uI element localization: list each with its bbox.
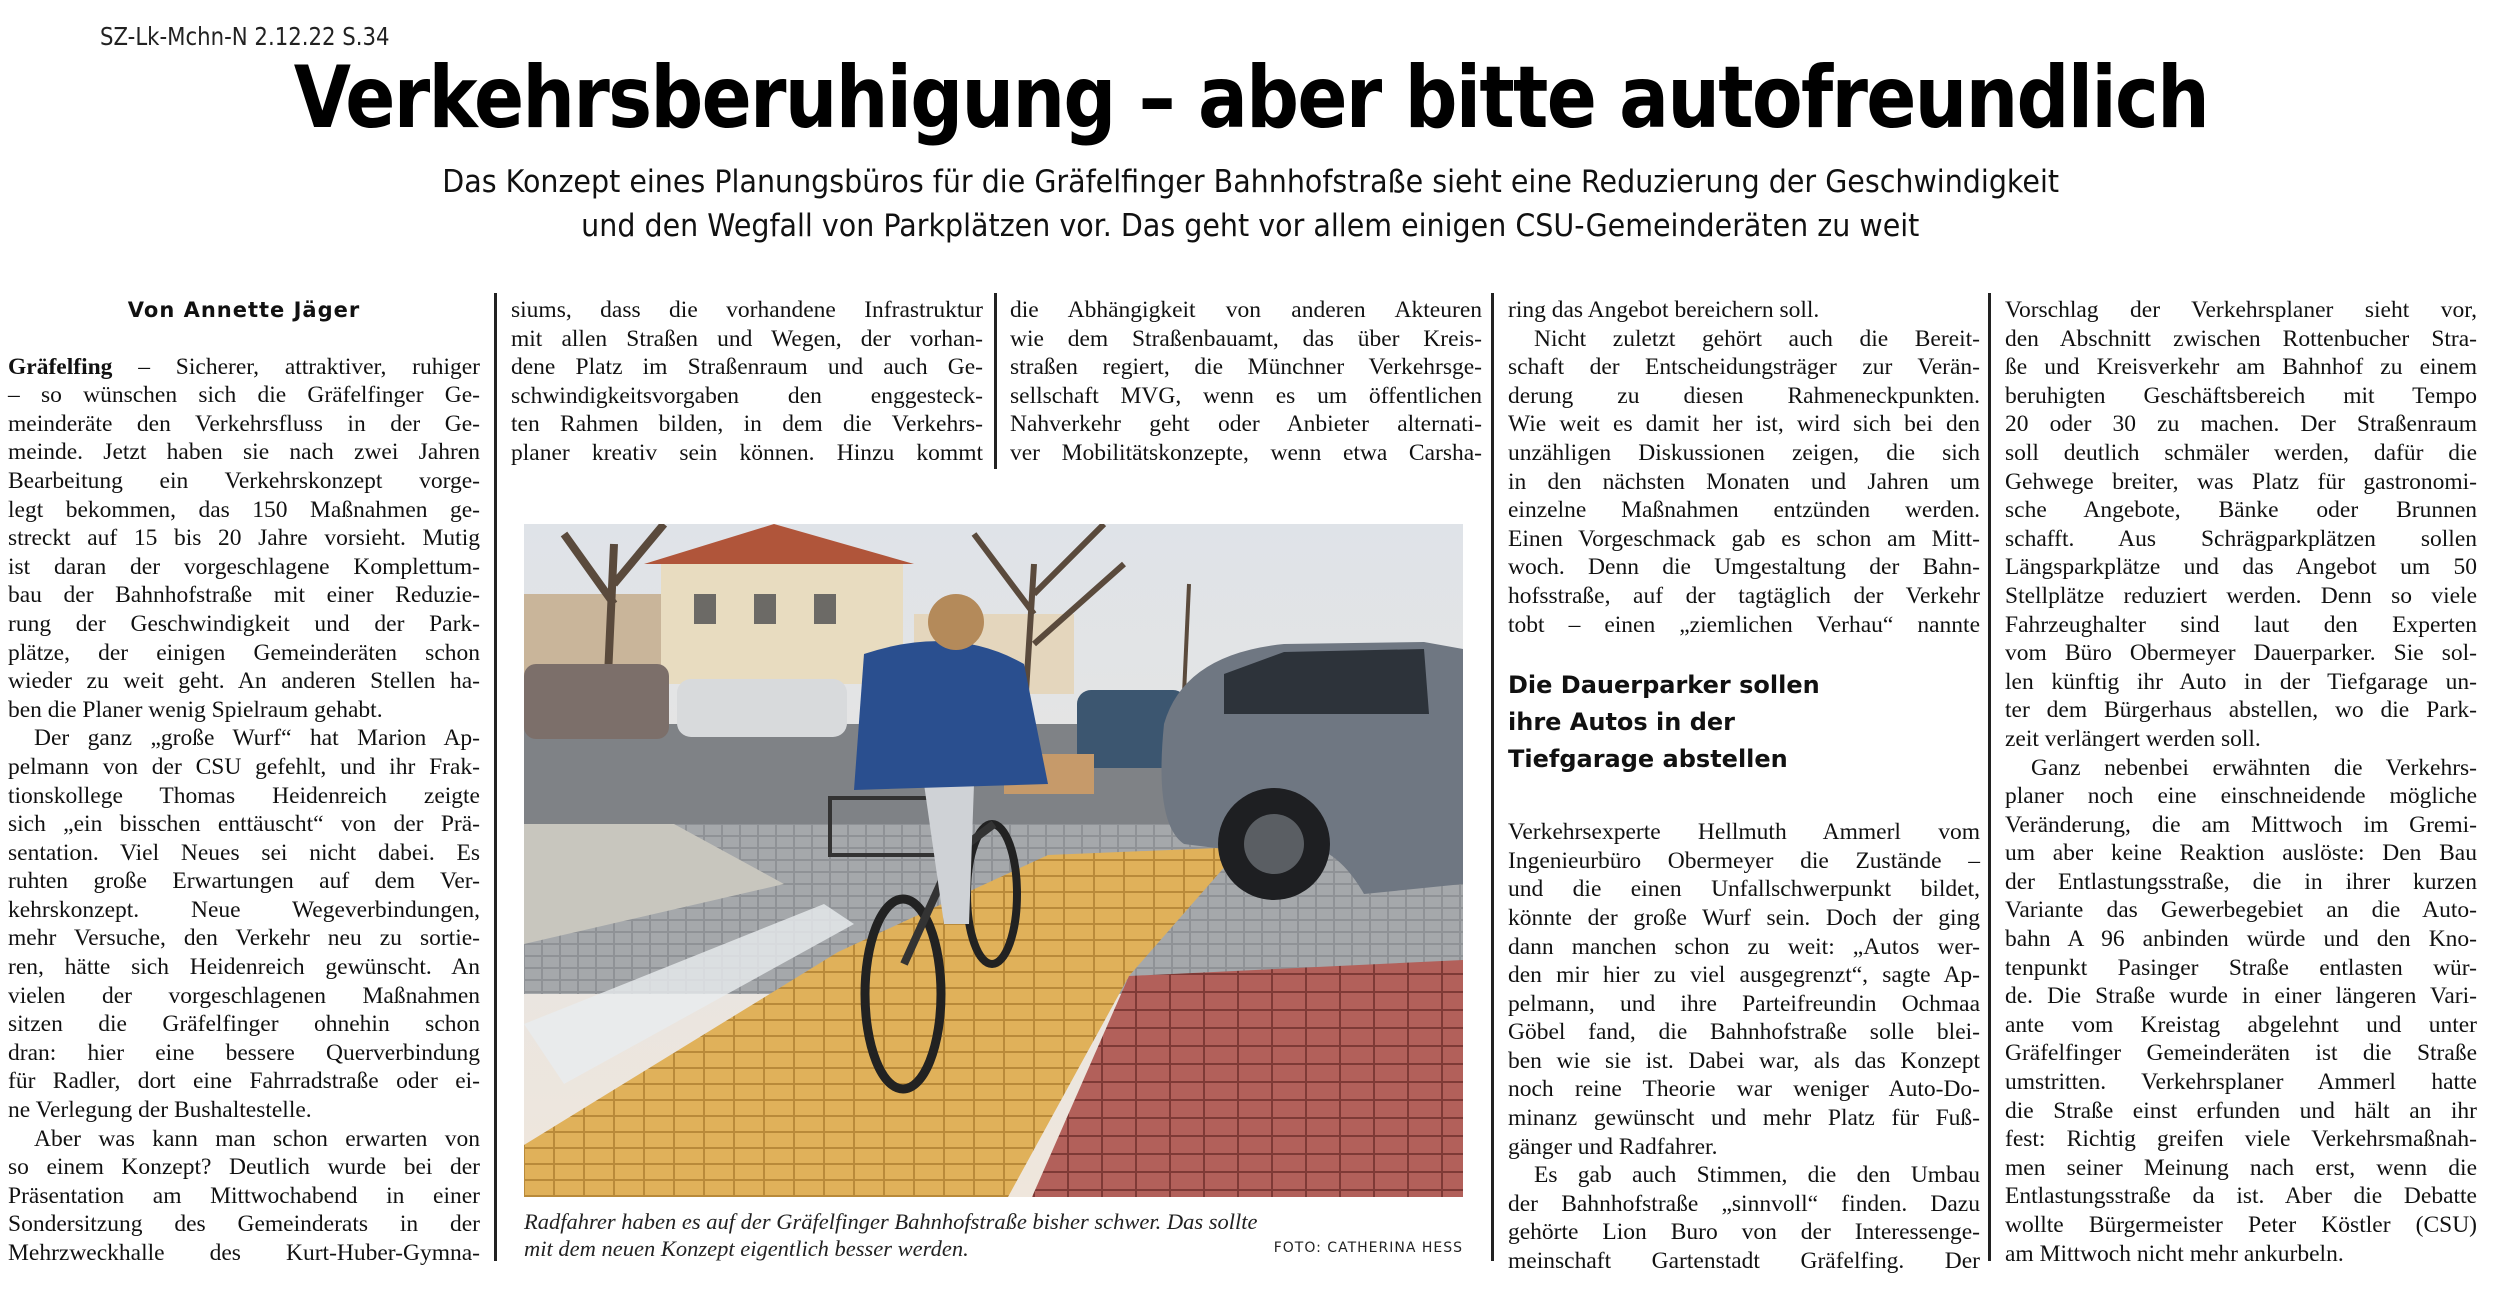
text-line: pelmann von der CSU gefehlt, und ihr Frak- [8,753,480,780]
section-subheading [1508,667,1980,778]
text-line: ist daran der vorgeschlagene Komplettum- [8,553,480,580]
text-line: für Radler, dort eine Fahrradstraße oder ei- [8,1068,480,1095]
text-line: minanz gewünscht und mehr Platz für Fuß- [1508,1105,1980,1132]
text-line: sich „ein bisschen enttäuscht“ von der Prä- [8,811,480,838]
text-line: rung der Geschwindigkeit und der Park- [8,610,480,637]
text-line: len künftig ihr Auto in der Tiefgarage un- [2005,668,2477,695]
page-reference: SZ-Lk-Mchn-N 2.12.22 S.34 [100,22,390,51]
text-line: Ganz nebenbei erwähnten die Verkehrs- [2031,754,2477,781]
text-line: ben die Planer wenig Spielraum gehabt. [8,696,383,723]
photo-credit: FOTO: CATHERINA HESS [1273,1240,1463,1256]
subheadline-line: und den Wegfall von Parkplätzen vor. Das geht vor allem einigen CSU-Gemeinderäten zu weit [581,208,1920,244]
text-line: Längsparkplätze und das Angebot um 50 [2005,554,2477,581]
text-line: vom Büro Obermeyer Dauerparker. Sie sol- [2005,640,2477,667]
text-line: in den nächsten Monaten und Jahren um [1508,468,1980,495]
text-line: tionskollege Thomas Heidenreich zeigte [8,782,480,809]
text-line: derung zu diesen Rahmeneckpunkten. [1508,382,1980,409]
paragraph [1508,1161,1980,1275]
text-line: Nicht zuletzt gehört auch die Bereit- [1534,325,1980,352]
text-line: so einem Konzept? Deutlich wurde bei der [8,1154,480,1181]
text-line: Wie weit es damit her ist, wird sich bei den [1508,411,1980,438]
article-column-3 [1010,296,1482,468]
paragraph [1508,296,1980,325]
caption-line: mit dem neuen Konzept eigentlich besser werden. [524,1236,969,1261]
text-line: schafft. Aus Schrägparkplätzen sollen [2005,525,2477,552]
text-line: Ingenieurbüro Obermeyer die Zustände – [1508,847,1980,874]
text-line: Aber was kann man schon erwarten von [34,1125,480,1152]
text-line: Sondersitzung des Gemeinderats in der [8,1211,480,1238]
text-line: unzähligen Diskussionen zeigen, die sich [1508,439,1980,466]
article-photo [524,524,1463,1197]
text-line: woch. Denn die Umgestaltung der Bahn- [1508,554,1980,581]
text-line: umstritten. Verkehrsplaner Ammerl hatte [2005,1069,2477,1096]
text-line: Entlastungsstraße da ist. Aber die Debatte [2005,1183,2477,1210]
text-line: fest: Richtig greifen viele Verkehrsmaßnah- [2005,1126,2477,1153]
text-line: beruhigten Geschäftsbereich mit Tempo [2005,382,2477,409]
subheadline [0,160,2501,248]
column-rule [1491,293,1494,1261]
text-line: tobt – einen „ziemlichen Verhau“ nannte [1508,611,1980,638]
text-line: Veränderung, die am Mittwoch im Gremi- [2005,811,2477,838]
text-line: siums, dass die vorhandene Infrastruktur [511,297,983,323]
text-line: gänger und Radfahrer. [1508,1133,1718,1160]
text-line: hofsstraße, auf der tagtäglich der Verkehr [1508,582,1980,609]
text-line: ren, hätte sich Heidenreich gewünscht. An [8,954,480,981]
text-line: um aber keine Reaktion auslöste: Den Bau [2005,840,2477,867]
text-line: 20 oder 30 zu machen. Der Straßenraum [2005,411,2477,438]
text-line: wie dem Straßenbauamt, das über Kreis- [1010,325,1482,352]
text-line: Nahverkehr geht oder Anbieter alternati- [1010,411,1482,438]
text-line: Einen Vorgeschmack gab es schon am Mitt- [1508,525,1980,552]
text-line: könnte der große Wurf sein. Doch der ging [1508,904,1980,931]
column-rule [494,293,497,1261]
paragraph [1508,325,1980,640]
text-line: am Mittwoch nicht mehr ankurbeln. [2005,1240,2344,1267]
text-line: pelmann, und ihre Parteifreundin Ochmaa [1508,990,1980,1017]
article-column-1 [8,296,480,1268]
text-line: den Abschnitt zwischen Rottenbucher Stra- [2005,325,2477,352]
headline-text: Verkehrsberuhigung – aber bitte autofreundlich [293,48,2208,148]
paragraph [8,1125,480,1268]
text-line: bau der Bahnhofstraße mit einer Reduzie- [8,582,480,609]
text-line: gehörte Lion Buro von der Interessenge- [1508,1219,1980,1246]
text-line: Göbel fand, die Bahnhofstraße solle blei- [1508,1019,1980,1046]
subheading-line: Tiefgarage abstellen [1508,745,1788,774]
text-line: vielen der vorgeschlagenen Maßnahmen [8,982,480,1009]
text-line: wollte Bürgermeister Peter Köstler (CSU) [2005,1212,2477,1238]
text-line: ruhten große Erwartungen auf dem Ver- [8,868,480,895]
subheading-line: ihre Autos in der [1508,708,1736,737]
text-line: Präsentation am Mittwochabend in einer [8,1182,480,1209]
text-line: ante vom Kreistag abgelehnt und unter [2005,1011,2477,1038]
text-line: ter dem Bürgerhaus abstellen, wo die Park- [2005,697,2477,724]
text-line: einzelne Maßnahmen entzünden werden. [1508,497,1980,524]
dateline: Gräfelfing [8,353,113,380]
text-line: dann manchen schon zu weit: „Autos wer- [1508,933,1980,960]
text-line: dran: hier eine bessere Querverbindung [8,1039,480,1066]
paragraph [8,724,480,1124]
text-line: ver Mobilitätskonzepte, wenn etwa Carsha- [1010,439,1482,466]
text-line: der Bahnhofstraße „sinnvoll“ finden. Dazu [1508,1190,1980,1217]
caption-line: Radfahrer haben es auf der Gräfelfinger Bahnhofstraße bisher schwer. Das sollte [524,1209,1258,1234]
column-rule [1988,293,1991,1261]
subheading-line: Die Dauerparker sollen [1508,671,1820,700]
text-line: Gräfelfinger Gemeinderäten ist die Straße [2005,1040,2477,1067]
text-line: mit allen Straßen und Wegen, der vorhan- [511,325,983,352]
article-column-4 [1508,296,1980,1276]
text-line: Stellplätze reduziert werden. Denn so viele [2005,582,2477,609]
paragraph [1508,818,1980,1161]
text-line: und die einen Unfallschwerpunkt bildet, [1508,876,1980,903]
text-line: – so wünschen sich die Gräfelfinger Ge- [8,382,480,409]
text-line: ten Rahmen bilden, in dem die Verkehrs- [511,411,983,438]
text-line: legt bekommen, das 150 Maßnahmen ge- [8,496,480,523]
photo-caption [524,1208,1463,1262]
article-column-5 [2005,296,2477,1268]
text-line: zeit verlängert werden soll. [2005,725,2261,752]
text-line [8,353,480,382]
paragraph [2005,754,2477,1269]
text-line: sitzen die Gräfelfinger ohnehin schon [8,1011,480,1038]
headline [0,48,2501,148]
text-line: plätze, der einigen Gemeinderäten schon [8,639,480,666]
text-line: wieder zu weit geht. An anderen Stellen ha- [8,668,480,695]
text-line: planer kreativ sein können. Hinzu kommt [511,439,983,466]
text-line: ne Verlegung der Bushaltestelle. [8,1097,312,1124]
text-line: die Straße einst erfunden und hält an ihr [2005,1097,2477,1124]
text-line: ben wie sie ist. Dabei war, als das Konzept [1508,1047,1980,1074]
text-line: ße und Kreisverkehr am Bahnhof zu einem [2005,354,2477,381]
paragraph [1010,296,1482,468]
text-line: der Entlastungsstraße, die in ihrer kurzen [2005,868,2477,895]
paragraph [511,296,983,468]
text-line-rest: – Sicherer, attraktiver, ruhiger [112,353,480,380]
text-line: Bearbeitung ein Verkehrskonzept vorge- [8,467,480,494]
text-line: Der ganz „große Wurf“ hat Marion Ap- [34,725,480,752]
paragraph [2005,296,2477,754]
text-line: streckt auf 15 bis 20 Jahre vorsieht. Mutig [8,525,480,552]
text-line: die Abhängigkeit von anderen Akteuren [1010,297,1482,323]
text-line: kehrskonzept. Neue Wegeverbindungen, [8,896,480,923]
text-line: meinschaft Gartenstadt Gräfelfing. Der [1508,1248,1980,1275]
text-line: Mehrzweckhalle des Kurt-Huber-Gymna- [8,1240,480,1266]
text-line: soll deutlich schmäler werden, dafür die [2005,439,2477,466]
text-line: noch reine Theorie war weniger Auto-Do- [1508,1076,1980,1103]
text-line: Es gab auch Stimmen, die den Umbau [1534,1162,1980,1189]
column-rule [994,293,997,469]
text-line: schwindigkeitsvorgaben den enggesteck- [511,382,983,409]
paragraph [8,353,480,725]
text-line: tenpunkt Pasinger Straße entlasten wür- [2005,954,2477,981]
text-line: planer noch eine einschneidende mögliche [2005,783,2477,810]
byline: Von Annette Jäger [127,298,361,322]
article-column-2 [511,296,983,468]
text-line: men seiner Meinung nach erst, wenn die [2005,1154,2477,1181]
subheadline-line: Das Konzept eines Planungsbüros für die Gräfelfinger Bahnhofstraße sieht eine Reduzierung der Geschwindigkeit [442,164,2059,200]
text-line: dene Platz im Straßenraum und auch Ge- [511,354,983,381]
text-line: Gehwege breiter, was Platz für gastronomi- [2005,468,2477,495]
text-line: de. Die Straße wurde in einer längeren Vari- [2005,983,2477,1010]
text-line: Verkehrsexperte Hellmuth Ammerl vom [1508,819,1980,846]
text-line: schaft der Entscheidungsträger zur Verän- [1508,354,1980,381]
text-line: sellschaft MVG, wenn es um öffentlichen [1010,382,1482,409]
text-line: ring das Angebot bereichern soll. [1508,297,1820,323]
text-line: Fahrzeughalter sind laut den Experten [2005,611,2477,638]
text-line: den mir hier zu viel ausgegrenzt“, sagte Ap- [1508,962,1980,989]
text-line: sche Angebote, Bänke oder Brunnen [2005,497,2477,524]
text-line: sentation. Viel Neues sei nicht dabei. Es [8,839,480,866]
text-line: meinde. Jetzt haben sie nach zwei Jahren [8,439,480,466]
text-line: straßen regiert, die Münchner Verkehrsge- [1010,354,1482,381]
text-line: mehr Versuche, den Verkehr neu zu sortie- [8,925,480,952]
text-line: bahn A 96 anbinden würde und den Kno- [2005,926,2477,953]
text-line: meinderäte den Verkehrsfluss in der Ge- [8,410,480,437]
text-line: Variante das Gewerbegebiet an die Auto- [2005,897,2477,924]
text-line: Vorschlag der Verkehrsplaner sieht vor, [2005,297,2477,323]
